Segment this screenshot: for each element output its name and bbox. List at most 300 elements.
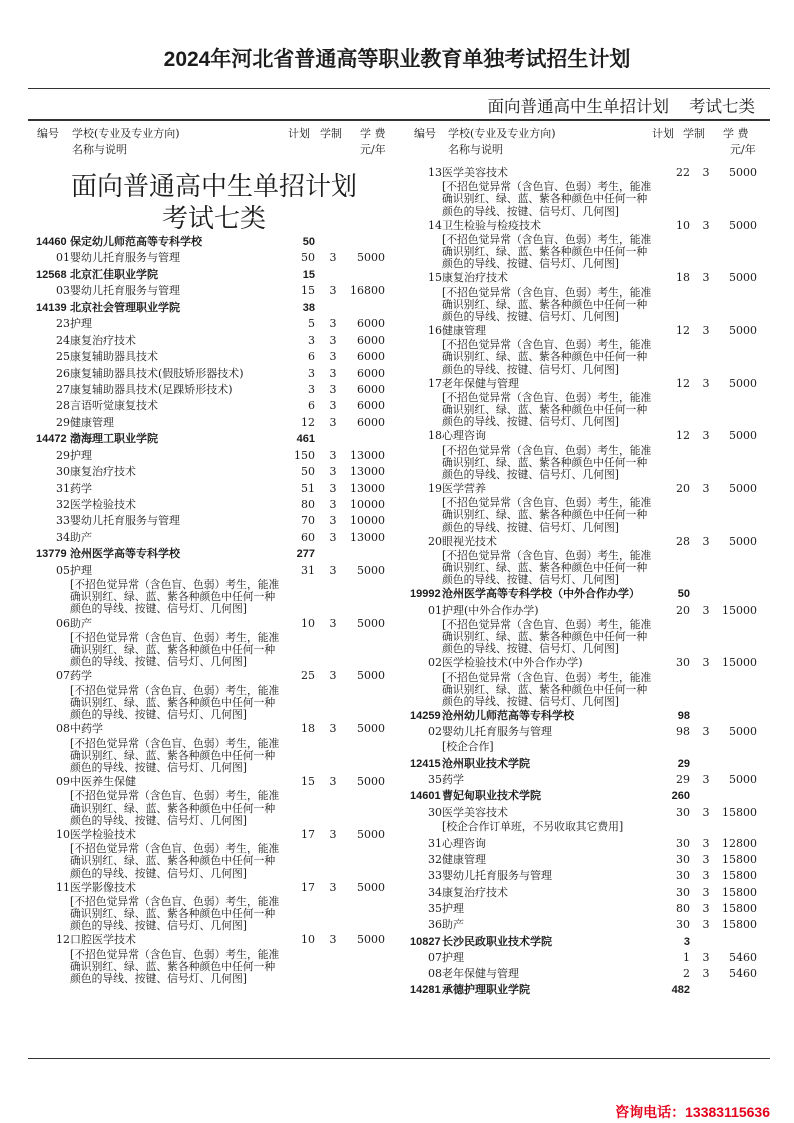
study-years: 3 (329, 827, 337, 841)
tuition-fee: 5000 (357, 880, 385, 894)
major-name: 老年保健与管理 (442, 376, 519, 390)
study-years: 3 (702, 918, 710, 932)
major-number: 25 (56, 350, 70, 364)
school-code: 10827 (410, 935, 441, 948)
major-number: 34 (56, 530, 70, 544)
plan-count: 6 (308, 350, 315, 364)
tuition-fee: 15800 (722, 869, 757, 883)
school-code: 14472 (36, 433, 67, 446)
plan-count: 5 (308, 317, 315, 331)
study-years: 3 (702, 772, 710, 786)
tuition-fee: 5000 (729, 482, 757, 496)
major-number: 32 (56, 498, 70, 511)
major-number: 24 (56, 333, 70, 347)
tuition-fee: 12800 (722, 836, 757, 850)
plan-count: 51 (301, 481, 315, 495)
tuition-fee: 10000 (350, 514, 385, 528)
study-years: 3 (329, 382, 337, 396)
major-name: 医学美容技术 (442, 166, 508, 179)
major-row (28, 668, 400, 684)
tuition-fee: 5000 (357, 563, 385, 577)
major-row (28, 481, 400, 497)
major-row (28, 616, 400, 632)
major-name: 护理 (70, 317, 92, 331)
tuition-fee: 5000 (357, 616, 385, 630)
title-rule (28, 88, 770, 89)
major-name: 助产 (70, 616, 92, 630)
tuition-fee: 13000 (350, 481, 385, 495)
major-name: 康复治疗技术 (442, 885, 508, 899)
study-years: 3 (329, 251, 337, 265)
tuition-fee: 5000 (729, 772, 757, 786)
plan-count: 22 (676, 166, 690, 179)
school-code: 14281 (410, 984, 441, 997)
major-number: 29 (56, 415, 70, 429)
major-note: [不招色觉异常（含色盲、色弱）考生，能准确识别红、绿、蓝、紫各种颜色中任何一种颜色的导线、按键、信号灯、几何图] (442, 496, 652, 534)
study-years: 3 (329, 399, 337, 413)
study-years: 3 (329, 775, 337, 788)
plan-count: 150 (294, 448, 315, 462)
study-years: 3 (329, 563, 337, 577)
plan-total: 29 (677, 757, 690, 770)
major-row (405, 836, 770, 852)
study-years: 3 (702, 805, 710, 819)
plan-count: 29 (676, 772, 690, 786)
tuition-fee: 5000 (357, 933, 385, 947)
major-number: 12 (56, 933, 70, 947)
major-name: 药学 (70, 669, 92, 683)
major-name: 健康管理 (70, 415, 114, 429)
major-number: 18 (428, 429, 442, 443)
tuition-fee: 6000 (357, 415, 385, 429)
header-code: 编号 (37, 127, 59, 140)
major-name: 口腔医学技术 (70, 933, 136, 947)
study-years: 3 (329, 933, 337, 947)
tuition-fee: 15000 (722, 656, 757, 670)
major-name: 医学检验技术(中外合作办学) (442, 656, 583, 670)
plan-total: 260 (671, 790, 690, 803)
tuition-fee: 5000 (729, 324, 757, 338)
plan-count: 80 (676, 901, 690, 915)
major-row (405, 481, 770, 497)
plan-count: 10 (676, 218, 690, 232)
running-header-category: 考试七类 (689, 98, 755, 116)
school-name: 渤海理工职业学院 (70, 433, 158, 446)
major-name: 医学营养 (442, 482, 486, 496)
school-row (405, 586, 770, 602)
tuition-fee: 15800 (722, 885, 757, 899)
table-header-right (405, 126, 770, 158)
plan-count: 30 (676, 836, 690, 850)
major-note: [不招色觉异常（含色盲、色弱）考生，能准确识别红、绿、蓝、紫各种颜色中任何一种颜色的导线、按键、信号灯、几何图] (442, 338, 652, 376)
tuition-fee: 15800 (722, 853, 757, 867)
tuition-fee: 5000 (357, 827, 385, 841)
major-row (405, 868, 770, 884)
study-years: 3 (702, 836, 710, 850)
header-school-desc: 名称与说明 (72, 143, 127, 156)
study-years: 3 (702, 166, 710, 179)
major-note: [不招色觉异常（含色盲、色弱）考生，能准确识别红、绿、蓝、紫各种颜色中任何一种颜色的导线、按键、信号灯、几何图] (70, 631, 280, 669)
plan-count: 3 (308, 366, 315, 380)
plan-count: 17 (301, 827, 315, 841)
school-row (28, 267, 400, 283)
major-note: [不招色觉异常（含色盲、色弱）考生，能准确识别红、绿、蓝、紫各种颜色中任何一种颜色的导线、按键、信号灯、几何图] (442, 180, 652, 218)
major-note: [不招色觉异常（含色盲、色弱）考生，能准确识别红、绿、蓝、紫各种颜色中任何一种颜色的导线、按键、信号灯、几何图] (442, 390, 652, 429)
major-row (405, 376, 770, 392)
school-row (405, 982, 770, 998)
major-row (405, 534, 770, 550)
header-fee: 学 费 (360, 127, 386, 140)
section-heading-plan: 面向普通高中生单招计划 (70, 172, 357, 202)
study-years: 3 (329, 530, 337, 544)
major-name: 康复辅助器具技术 (70, 350, 158, 364)
plan-count: 80 (301, 498, 315, 511)
major-row (405, 428, 770, 444)
major-row (28, 513, 400, 529)
major-number: 10 (56, 827, 70, 841)
tuition-fee: 15800 (722, 901, 757, 915)
plan-count: 15 (301, 284, 315, 298)
major-number: 07 (56, 669, 70, 683)
major-name: 护理 (70, 448, 92, 462)
study-years: 3 (329, 350, 337, 364)
major-name: 康复辅助器具技术(假肢矫形器技术) (70, 366, 244, 380)
major-row (405, 901, 770, 917)
study-years: 3 (329, 880, 337, 894)
major-row (28, 283, 400, 299)
major-number: 31 (428, 836, 442, 850)
tuition-fee: 6000 (357, 333, 385, 347)
major-name: 康复治疗技术 (70, 333, 136, 347)
plan-count: 12 (676, 376, 690, 390)
header-school-desc: 名称与说明 (448, 143, 503, 156)
school-name: 沧州职业技术学院 (442, 757, 530, 770)
tuition-fee: 5000 (729, 725, 757, 739)
major-note: [不招色觉异常（含色盲、色弱）考生，能准确识别红、绿、蓝、紫各种颜色中任何一种颜色的导线、按键、信号灯、几何图] (70, 947, 280, 986)
major-name: 医学检验技术 (70, 498, 136, 511)
major-row (405, 805, 770, 821)
school-code: 14601 (410, 790, 441, 803)
school-row (28, 234, 400, 250)
school-row (28, 546, 400, 562)
plan-total: 15 (302, 268, 315, 281)
plan-count: 31 (301, 563, 315, 577)
plan-count: 50 (301, 251, 315, 265)
tuition-fee: 5000 (729, 166, 757, 179)
tuition-fee: 6000 (357, 366, 385, 380)
plan-total: 482 (671, 984, 690, 997)
major-number: 33 (56, 514, 70, 528)
major-name: 护理 (442, 950, 464, 964)
major-number: 34 (428, 885, 442, 899)
school-name: 沧州幼儿师范高等专科学校 (442, 710, 574, 723)
major-number: 11 (56, 880, 70, 894)
major-number: 03 (56, 284, 70, 298)
major-number: 02 (428, 725, 442, 739)
study-years: 3 (329, 448, 337, 462)
plan-count: 30 (676, 885, 690, 899)
document-title: 2024年河北省普通高等职业教育单独考试招生计划 (163, 48, 631, 71)
study-years: 3 (702, 534, 710, 548)
section-heading-category: 考试七类 (161, 204, 266, 234)
study-years: 3 (702, 885, 710, 899)
major-name: 卫生检验与检疫技术 (442, 218, 541, 232)
school-row (405, 756, 770, 772)
major-number: 27 (56, 382, 70, 396)
right-column (405, 165, 770, 999)
major-note: [不招色觉异常（含色盲、色弱）考生，能准确识别红、绿、蓝、紫各种颜色中任何一种颜色的导线、按键、信号灯、几何图] (70, 842, 280, 880)
major-name: 眼视光技术 (442, 534, 497, 548)
school-name: 沧州医学高等专科学校（中外合作办学） (442, 588, 640, 601)
major-note: [不招色觉异常（含色盲、色弱）考生，能准确识别红、绿、蓝、紫各种颜色中任何一种颜色的导线、按键、信号灯、几何图] (70, 895, 280, 933)
tuition-fee: 5460 (729, 950, 757, 964)
major-number: 29 (56, 448, 70, 462)
major-row (28, 250, 400, 266)
plan-count: 30 (676, 805, 690, 819)
plan-count: 12 (676, 324, 690, 338)
major-number: 35 (428, 772, 442, 786)
header-fee: 学 费 (723, 127, 749, 140)
major-row (28, 774, 400, 790)
major-number: 09 (56, 775, 70, 788)
school-code: 14460 (36, 236, 67, 248)
footer-rule (28, 1058, 770, 1059)
major-name: 婴幼儿托育服务与管理 (442, 725, 552, 739)
study-years: 3 (702, 725, 710, 739)
header-rule (28, 119, 770, 121)
plan-count: 15 (301, 775, 315, 788)
tuition-fee: 6000 (357, 382, 385, 396)
study-years: 3 (702, 324, 710, 338)
study-years: 3 (702, 853, 710, 867)
school-name: 北京汇佳职业学院 (70, 268, 158, 281)
school-code: 12568 (36, 268, 67, 281)
major-number: 19 (428, 482, 442, 496)
study-years: 3 (702, 271, 710, 285)
plan-total: 50 (677, 588, 690, 601)
plan-count: 6 (308, 399, 315, 413)
major-name: 婴幼儿托育服务与管理 (442, 869, 552, 883)
school-code: 13779 (36, 548, 67, 561)
major-name: 护理(中外合作办学) (442, 603, 539, 617)
major-note: [不招色觉异常（含色盲、色弱）考生，能准确识别红、绿、蓝、紫各种颜色中任何一种颜色的导线、按键、信号灯、几何图] (70, 578, 280, 616)
study-years: 3 (329, 669, 337, 683)
major-row (28, 333, 400, 349)
study-years: 3 (702, 482, 710, 496)
study-years: 3 (702, 967, 710, 981)
major-row (28, 448, 400, 464)
tuition-fee: 5000 (729, 218, 757, 232)
running-header-plan: 面向普通高中生单招计划 (487, 98, 669, 116)
major-name: 药学 (70, 481, 92, 495)
study-years: 3 (329, 284, 337, 298)
major-name: 婴幼儿托育服务与管理 (70, 251, 180, 265)
tuition-fee: 5000 (729, 376, 757, 390)
major-note: [校企合作订单班，不另收取其它费用] (442, 819, 624, 833)
tuition-fee: 16800 (350, 284, 385, 298)
plan-count: 3 (308, 333, 315, 347)
major-name: 助产 (442, 918, 464, 932)
major-note: [不招色觉异常（含色盲、色弱）考生，能准确识别红、绿、蓝、紫各种颜色中任何一种颜色的导线、按键、信号灯、几何图] (70, 736, 280, 774)
school-code: 14259 (410, 710, 441, 723)
plan-count: 1 (683, 950, 690, 964)
school-name: 沧州医学高等专科学校 (70, 548, 180, 561)
plan-total: 461 (296, 433, 315, 446)
major-row (28, 932, 400, 948)
major-row (405, 772, 770, 788)
major-row (28, 530, 400, 546)
tuition-fee: 6000 (357, 399, 385, 413)
major-note: [不招色觉异常（含色盲、色弱）考生，能准确识别红、绿、蓝、紫各种颜色中任何一种颜色的导线、按键、信号灯、几何图] (442, 285, 652, 323)
major-name: 康复治疗技术 (442, 271, 508, 285)
major-row (405, 885, 770, 901)
major-row (405, 917, 770, 933)
major-row (28, 398, 400, 414)
major-row (28, 880, 400, 896)
school-name: 曹妃甸职业技术学院 (442, 790, 541, 803)
school-row (405, 788, 770, 804)
study-years: 3 (329, 514, 337, 528)
major-name: 心理咨询 (442, 836, 486, 850)
plan-count: 10 (301, 933, 315, 947)
major-number: 33 (428, 869, 442, 883)
study-years: 3 (329, 616, 337, 630)
plan-total: 277 (296, 548, 315, 561)
plan-count: 2 (683, 967, 690, 981)
school-code: 12415 (410, 757, 441, 770)
plan-count: 17 (301, 880, 315, 894)
major-name: 药学 (442, 772, 464, 786)
major-number: 28 (56, 399, 70, 413)
major-name: 护理 (70, 563, 92, 577)
school-name: 长沙民政职业技术学院 (442, 935, 552, 948)
major-number: 05 (56, 563, 70, 577)
plan-count: 98 (676, 725, 690, 739)
plan-total: 3 (683, 935, 690, 948)
plan-count: 10 (301, 616, 315, 630)
header-fee-unit: 元/年 (730, 143, 756, 156)
major-row (405, 655, 770, 671)
study-years: 3 (702, 429, 710, 443)
major-row (28, 349, 400, 365)
study-years: 3 (702, 656, 710, 670)
major-name: 老年保健与管理 (442, 967, 519, 981)
major-number: 08 (56, 722, 70, 736)
major-name: 医学美容技术 (442, 805, 508, 819)
plan-count: 30 (676, 656, 690, 670)
plan-count: 50 (301, 465, 315, 479)
major-number: 01 (56, 251, 70, 265)
major-row (28, 563, 400, 579)
major-name: 医学影像技术 (70, 880, 136, 894)
major-name: 康复辅助器具技术(足踝矫形技术) (70, 382, 233, 396)
plan-total: 50 (302, 236, 315, 248)
major-name: 婴幼儿托育服务与管理 (70, 284, 180, 298)
plan-count: 70 (301, 514, 315, 528)
major-note: [校企合作] (442, 739, 494, 753)
study-years: 3 (329, 366, 337, 380)
left-column (28, 234, 400, 985)
major-number: 07 (428, 950, 442, 964)
major-note: [不招色觉异常（含色盲、色弱）考生，能准确识别红、绿、蓝、紫各种颜色中任何一种颜色的导线、按键、信号灯、几何图] (442, 549, 652, 587)
major-row (405, 270, 770, 286)
major-name: 康复治疗技术 (70, 465, 136, 479)
study-years: 3 (329, 722, 337, 736)
major-number: 01 (428, 603, 442, 617)
plan-total: 38 (302, 301, 315, 314)
study-years: 3 (702, 603, 710, 617)
tuition-fee: 15800 (722, 918, 757, 932)
major-number: 30 (56, 465, 70, 479)
major-row (405, 724, 770, 740)
major-row (28, 721, 400, 737)
major-number: 20 (428, 534, 442, 548)
study-years: 3 (702, 950, 710, 964)
plan-count: 30 (676, 918, 690, 932)
tuition-fee: 13000 (350, 465, 385, 479)
tuition-fee: 6000 (357, 350, 385, 364)
major-number: 35 (428, 901, 442, 915)
study-years: 3 (329, 465, 337, 479)
school-row (28, 300, 400, 316)
study-years: 3 (702, 218, 710, 232)
major-row (405, 966, 770, 982)
major-row (28, 415, 400, 431)
plan-count: 28 (676, 534, 690, 548)
major-name: 医学检验技术 (70, 827, 136, 841)
study-years: 3 (702, 901, 710, 915)
tuition-fee: 5000 (729, 271, 757, 285)
major-row (28, 316, 400, 332)
school-row (28, 431, 400, 447)
study-years: 3 (702, 376, 710, 390)
tuition-fee: 10000 (350, 498, 385, 511)
plan-count: 12 (676, 429, 690, 443)
study-years: 3 (329, 317, 337, 331)
major-note: [不招色觉异常（含色盲、色弱）考生，能准确识别红、绿、蓝、紫各种颜色中任何一种颜色的导线、按键、信号灯、几何图] (442, 232, 652, 271)
study-years: 3 (329, 415, 337, 429)
school-code: 14139 (36, 301, 67, 314)
major-name: 心理咨询 (442, 429, 486, 443)
plan-count: 30 (676, 869, 690, 883)
major-number: 23 (56, 317, 70, 331)
header-plan: 计划 (652, 127, 674, 140)
tuition-fee: 5000 (729, 429, 757, 443)
major-row (405, 852, 770, 868)
plan-count: 18 (676, 271, 690, 285)
tuition-fee: 13000 (350, 530, 385, 544)
table-header-left (28, 126, 400, 158)
school-name: 北京社会管理职业学院 (70, 301, 180, 314)
plan-count: 18 (301, 722, 315, 736)
major-row (28, 464, 400, 480)
major-row (405, 323, 770, 339)
major-number: 15 (428, 271, 442, 285)
major-number: 14 (428, 218, 442, 232)
major-number: 26 (56, 366, 70, 380)
tuition-fee: 5000 (357, 775, 385, 788)
header-years: 学制 (683, 127, 705, 140)
major-row (28, 382, 400, 398)
major-number: 36 (428, 918, 442, 932)
major-name: 中药学 (70, 722, 103, 736)
study-years: 3 (329, 333, 337, 347)
tuition-fee: 5000 (729, 534, 757, 548)
major-name: 健康管理 (442, 853, 486, 867)
major-name: 中医养生保健 (70, 775, 136, 788)
header-school: 学校(专业及专业方向) (448, 127, 556, 140)
major-number: 30 (428, 805, 442, 819)
